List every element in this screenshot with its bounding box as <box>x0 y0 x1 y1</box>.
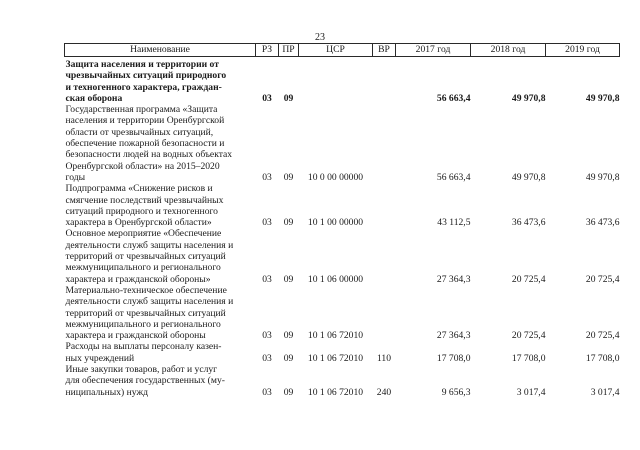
row-name: Государственная программа «Защита населения и территории Оренбургской области от чрезвычайных ситуаций, обеспечение пожарной безопасности и безопасности людей на водных объектах Оренбургской области» на 2015–2020 годы <box>65 104 233 183</box>
header-2019: 2019 год <box>546 44 620 57</box>
header-pr: ПР <box>279 44 299 57</box>
row-amount-2019: 20 725,4 <box>585 273 620 285</box>
row-pr: 09 <box>283 386 294 398</box>
budget-table <box>64 43 620 398</box>
row-vr <box>373 183 396 228</box>
row-amount-2017: 43 112,5 <box>437 217 471 229</box>
table-row <box>65 364 620 398</box>
row-amount-2017: 56 663,4 <box>436 92 471 104</box>
row-vr: 240 <box>376 386 392 398</box>
row-rz: 03 <box>262 217 272 229</box>
row-amount-2019: 49 970,8 <box>585 92 620 104</box>
row-vr <box>373 57 396 105</box>
table-row <box>65 183 620 228</box>
row-pr: 09 <box>283 92 294 104</box>
row-rz: 03 <box>262 330 272 342</box>
row-vr <box>373 104 396 183</box>
row-name: Расходы на выплаты персоналу казен- ных учреждений <box>65 341 222 364</box>
row-amount-2018: 3 017,4 <box>516 386 546 398</box>
row-amount-2017: 9 656,3 <box>441 386 471 398</box>
row-amount-2017: 56 663,4 <box>436 171 471 183</box>
row-name: Защита населения и территории от чрезвычайных ситуаций природного и техногенного характера, граждан- ская оборона <box>65 59 227 104</box>
row-csr: 10 1 06 72010 <box>307 330 364 342</box>
row-vr <box>373 285 396 341</box>
header-vr: ВР <box>373 44 396 57</box>
header-csr: ЦСР <box>299 44 373 57</box>
row-amount-2019: 3 017,4 <box>590 386 620 398</box>
row-pr: 09 <box>283 352 294 364</box>
row-rz: 03 <box>262 352 272 364</box>
row-amount-2018: 49 970,8 <box>511 171 546 183</box>
header-2017: 2017 год <box>396 44 471 57</box>
row-amount-2019: 17 708,0 <box>585 352 620 364</box>
row-amount-2019: 36 473,6 <box>585 217 620 229</box>
row-amount-2017: 17 708,0 <box>436 352 471 364</box>
table-row <box>65 285 620 341</box>
header-name: Наименование <box>65 44 256 57</box>
row-name: Материально-техническое обеспечение деятельности служб защиты населения и территорий от чрезвычайных ситуаций межмуниципального и регионального характера и гражданской обороны <box>65 284 234 342</box>
row-name: Подпрограмма «Снижение рисков и смягчение последствий чрезвычайных ситуаций природного и техногенного характера в Оренбургской области» <box>65 183 224 229</box>
row-name: Иные закупки товаров, работ и услуг для обеспечения государственных (му- ниципальных) нужд <box>65 364 225 398</box>
row-vr: 110 <box>376 352 392 364</box>
table-header-row <box>65 44 620 57</box>
row-csr: 10 1 06 00000 <box>307 273 364 285</box>
row-csr: 10 1 06 72010 <box>307 352 364 364</box>
row-name: Основное мероприятие «Обеспечение деятельности служб защиты населения и территорий от чрезвычайных ситуаций межмуниципального и регионального характера и гражданской обороны» <box>65 228 234 285</box>
row-rz: 03 <box>262 171 272 183</box>
row-vr <box>373 228 396 284</box>
table-row <box>65 57 620 105</box>
table-row <box>65 341 620 364</box>
page-number: 23 <box>315 32 325 43</box>
row-csr: 10 0 00 00000 <box>307 171 364 183</box>
header-rz: РЗ <box>256 44 279 57</box>
row-pr: 09 <box>283 330 294 342</box>
row-csr: 10 1 00 00000 <box>307 217 364 229</box>
header-2018: 2018 год <box>471 44 546 57</box>
row-amount-2019: 49 970,8 <box>585 171 620 183</box>
row-rz: 03 <box>262 92 272 104</box>
row-pr: 09 <box>283 217 294 229</box>
row-pr: 09 <box>283 273 294 285</box>
row-amount-2018: 36 473,6 <box>511 217 546 229</box>
row-amount-2017: 27 364,3 <box>436 330 471 342</box>
row-csr <box>299 57 373 105</box>
table-row <box>65 104 620 183</box>
row-amount-2017: 27 364,3 <box>436 273 471 285</box>
row-amount-2018: 49 970,8 <box>511 92 546 104</box>
row-amount-2018: 20 725,4 <box>511 273 546 285</box>
row-rz: 03 <box>262 386 272 398</box>
row-amount-2018: 17 708,0 <box>511 352 546 364</box>
row-amount-2018: 20 725,4 <box>511 330 546 342</box>
row-csr: 10 1 06 72010 <box>307 386 364 398</box>
row-pr: 09 <box>283 171 294 183</box>
table-row <box>65 228 620 284</box>
row-rz: 03 <box>262 273 272 285</box>
row-amount-2019: 20 725,4 <box>585 330 620 342</box>
